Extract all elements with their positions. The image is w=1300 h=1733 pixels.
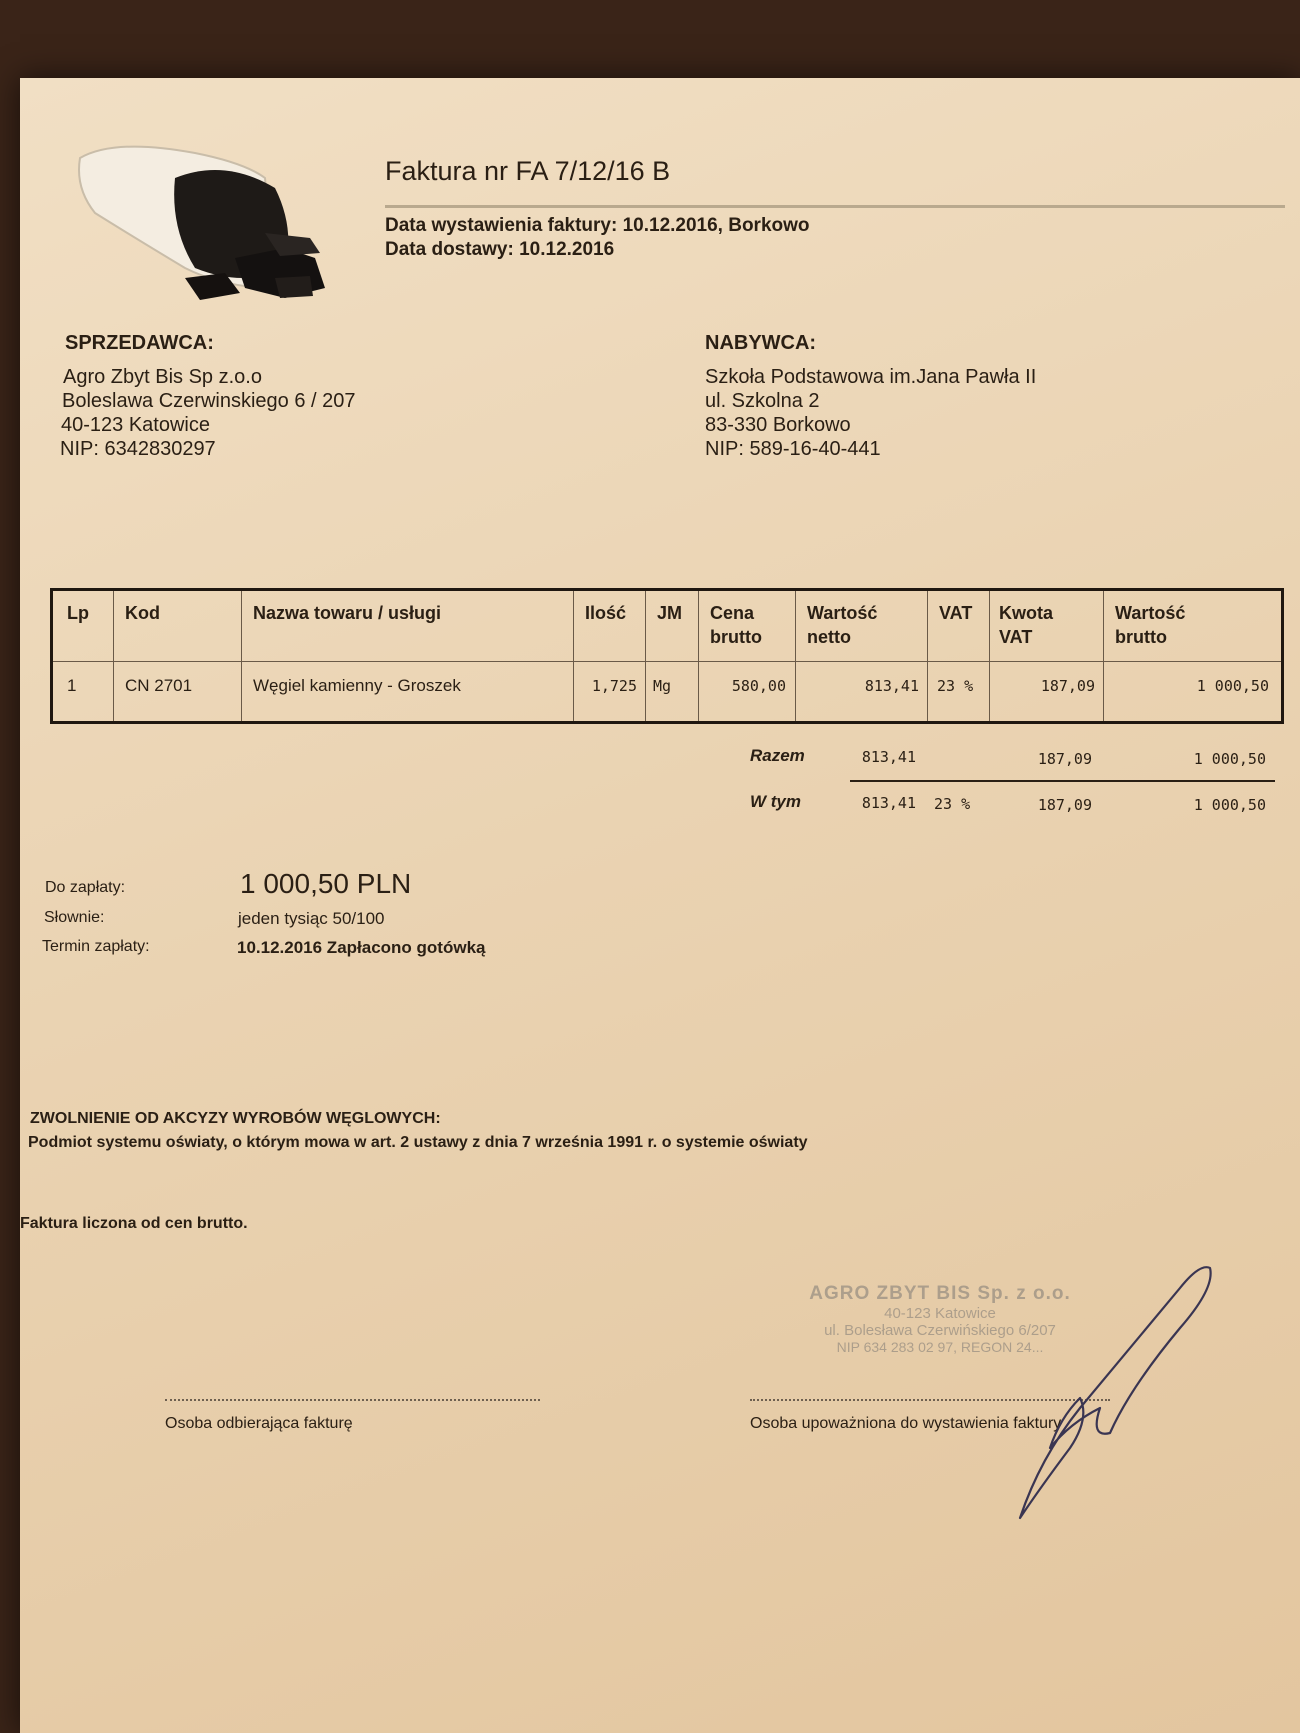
row-nazwa: Węgiel kamienny - Groszek	[253, 676, 461, 695]
title-divider	[385, 205, 1285, 208]
seller-name: Agro Zbyt Bis Sp z.o.o	[63, 366, 262, 388]
col-nazwa: Nazwa towaru / usługi	[253, 603, 442, 623]
totals-wtym-label: W tym	[750, 792, 801, 811]
invoice-title: Faktura nr FA 7/12/16 B	[385, 156, 671, 186]
col-kod: Kod	[125, 603, 160, 623]
row-cena: 580,00	[731, 677, 786, 695]
row-kwota-vat: 187,09	[1040, 677, 1095, 695]
row-jm: Mg	[653, 677, 672, 695]
exemption-text: Podmiot systemu oświaty, o którym mowa w art. 2 ustawy z dnia 7 września 1991 r. o systemie oświaty	[28, 1134, 808, 1151]
buyer-nip: NIP: 589-16-40-441	[705, 438, 881, 460]
exemption-heading: ZWOLNIENIE OD AKCYZY WYROBÓW WĘGLOWYCH:	[30, 1110, 441, 1127]
totals-razem-brutto: 1 000,50	[1193, 750, 1266, 768]
buyer-street: ul. Szkolna 2	[705, 390, 820, 412]
words-value: jeden tysiąc 50/100	[238, 909, 385, 928]
gross-note: Faktura liczona od cen brutto.	[20, 1215, 248, 1232]
row-netto: 813,41	[864, 677, 919, 695]
col-kwota-vat: Kwota VAT	[999, 603, 1053, 647]
buyer-name: Szkoła Podstawowa im.Jana Pawła II	[705, 366, 1037, 388]
col-wartosc-netto: Wartość netto	[807, 603, 878, 647]
coal-sack-image	[75, 138, 345, 308]
items-table	[50, 588, 1284, 724]
issue-date: Data wystawienia faktury: 10.12.2016, Borkowo	[385, 215, 810, 236]
totals-wtym-kwota-vat: 187,09	[1037, 796, 1092, 814]
buyer-heading: NABYWCA:	[705, 332, 817, 354]
receiver-label: Osoba odbierająca fakturę	[165, 1415, 353, 1432]
totals-razem-kwota-vat: 187,09	[1037, 750, 1092, 768]
seller-nip: NIP: 6342830297	[60, 438, 216, 460]
col-cena: Cena brutto	[710, 603, 762, 647]
col-jm: JM	[657, 603, 683, 623]
totals-divider	[850, 780, 1275, 782]
totals-wtym-vat: 23 %	[934, 795, 971, 813]
issuer-label: Osoba upoważniona do wystawienia faktury	[750, 1415, 1062, 1432]
col-ilosc: Ilość	[585, 603, 627, 623]
row-lp: 1	[67, 676, 77, 695]
buyer-city: 83-330 Borkowo	[705, 414, 851, 436]
handwritten-signature	[980, 1248, 1230, 1548]
company-stamp: AGRO ZBYT BIS Sp. z o.o. 40-123 Katowice ul. Bolesława Czerwińskiego 6/207 NIP 634 283 02 97, REGON 24...	[809, 1283, 1071, 1355]
row-kod: CN 2701	[125, 676, 193, 695]
totals-razem-label: Razem	[750, 746, 805, 765]
col-wartosc-brutto: Wartość brutto	[1115, 603, 1186, 647]
invoice-page	[20, 78, 1300, 1733]
term-label: Termin zapłaty:	[42, 938, 150, 955]
totals-wtym-netto: 813,41	[861, 794, 916, 812]
seller-city: 40-123 Katowice	[61, 414, 210, 436]
row-ilosc: 1,725	[591, 677, 637, 695]
delivery-date: Data dostawy: 10.12.2016	[385, 239, 615, 260]
due-amount: 1 000,50 PLN	[240, 868, 412, 899]
totals-wtym-brutto: 1 000,50	[1193, 796, 1266, 814]
words-label: Słownie:	[44, 909, 105, 926]
due-label: Do zapłaty:	[45, 879, 126, 896]
col-vat: VAT	[939, 603, 973, 623]
col-lp: Lp	[67, 603, 89, 623]
receiver-signature-line	[165, 1399, 540, 1401]
row-vat: 23 %	[937, 677, 974, 695]
term-value: 10.12.2016 Zapłacono gotówką	[237, 938, 486, 957]
row-brutto: 1 000,50	[1196, 677, 1269, 695]
totals-razem-netto: 813,41	[861, 748, 916, 766]
seller-heading: SPRZEDAWCA:	[65, 332, 214, 354]
seller-street: Boleslawa Czerwinskiego 6 / 207	[62, 390, 356, 412]
